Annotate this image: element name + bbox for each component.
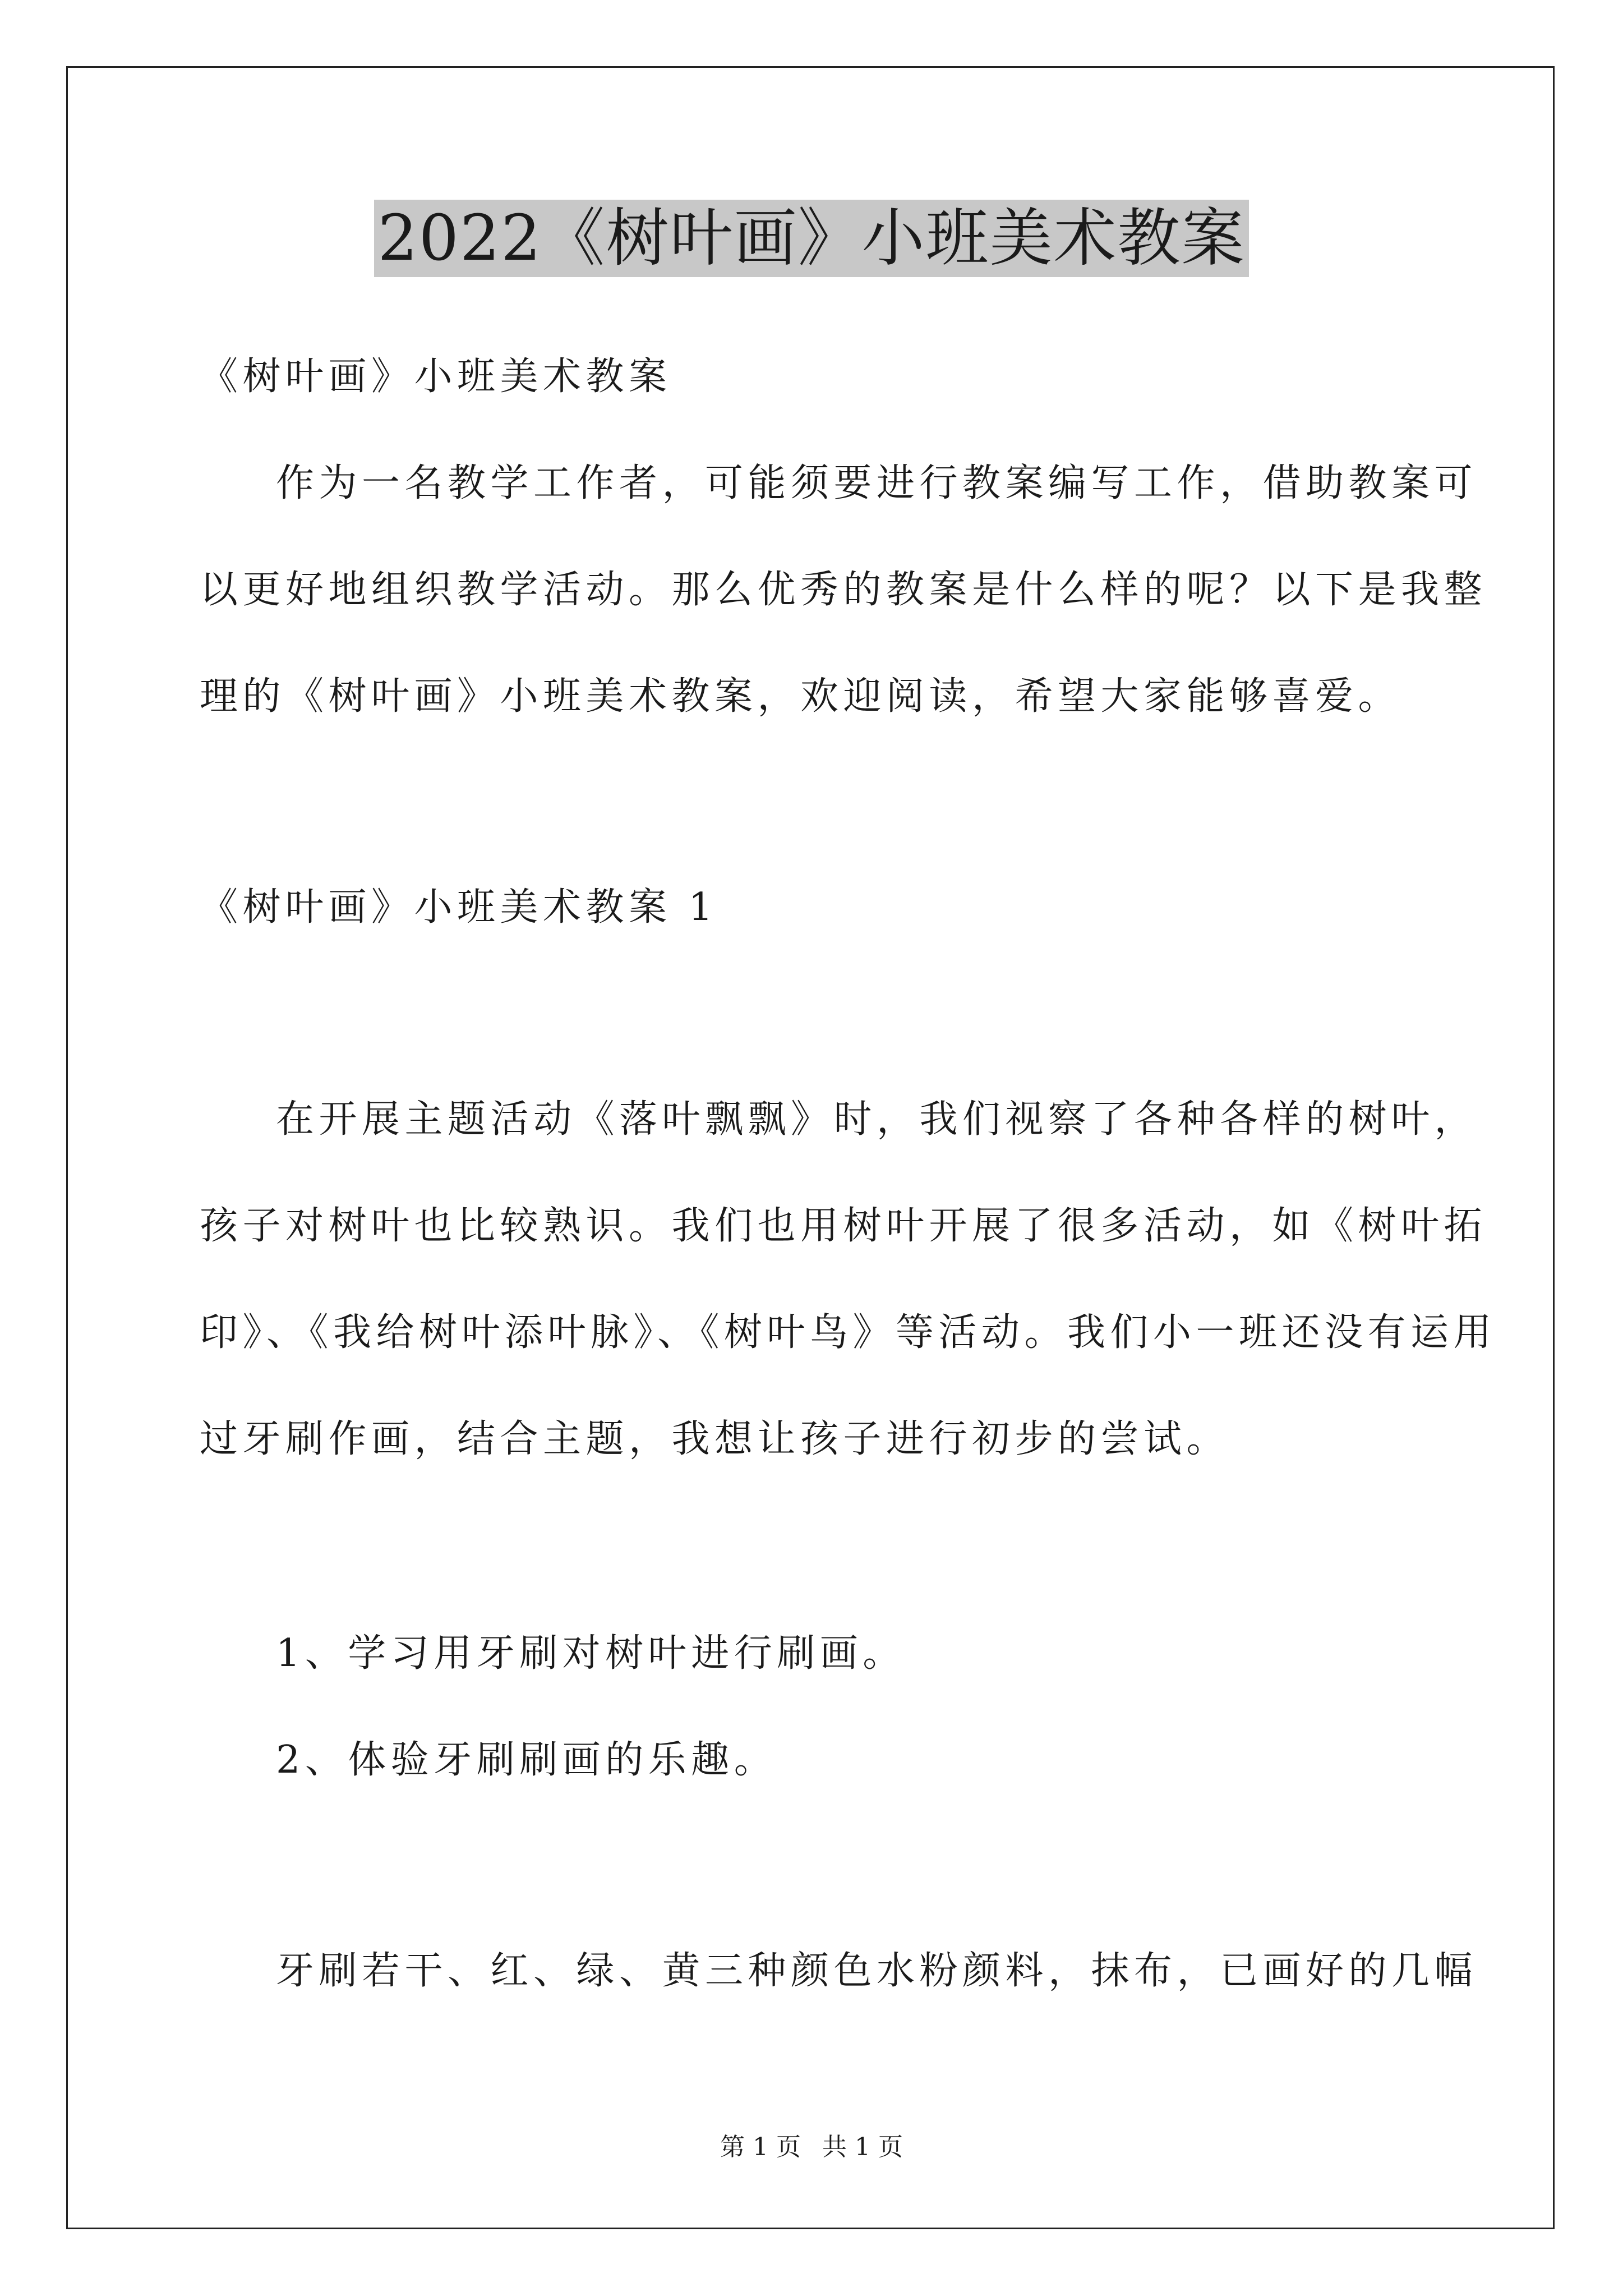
materials-line: 牙刷若干、红、绿、黄三种颜色水粉颜料，抹布，已画好的几幅 (276, 1949, 1478, 1993)
page-number-current: 第 1 页 (720, 2133, 801, 2161)
title-container (0, 200, 1623, 277)
section-heading: 《树叶画》小班美术教案 1 (200, 885, 718, 930)
goal-item-2: 2、体验牙刷刷画的乐趣。 (276, 1738, 777, 1782)
background-line-4: 过牙刷作画，结合主题，我想让孩子进行初步的尝试。 (200, 1417, 1230, 1461)
page-number-total: 共 1 页 (822, 2133, 903, 2161)
background-line-3: 印》、《我给树叶添叶脉》、《树叶鸟》等活动。我们小一班还没有运用 (200, 1310, 1497, 1355)
intro-line-2: 以更好地组织教学活动。那么优秀的教案是什么样的呢？以下是我整 (200, 568, 1487, 612)
goal-item-1: 1、学习用牙刷对树叶进行刷画。 (276, 1631, 906, 1676)
background-line-2: 孩子对树叶也比较熟识。我们也用树叶开展了很多活动，如《树叶拓 (200, 1204, 1487, 1248)
intro-line-3: 理的《树叶画》小班美术教案，欢迎阅读，希望大家能够喜爱。 (200, 674, 1401, 719)
background-line-1: 在开展主题活动《落叶飘飘》时，我们视察了各种各样的树叶， (276, 1097, 1478, 1142)
intro-line-1: 作为一名教学工作者，可能须要进行教案编写工作，借助教案可 (276, 461, 1478, 505)
document-title: 2022《树叶画》小班美术教案 (374, 200, 1248, 277)
page-footer (0, 2132, 1623, 2163)
document-subtitle: 《树叶画》小班美术教案 (200, 355, 672, 399)
